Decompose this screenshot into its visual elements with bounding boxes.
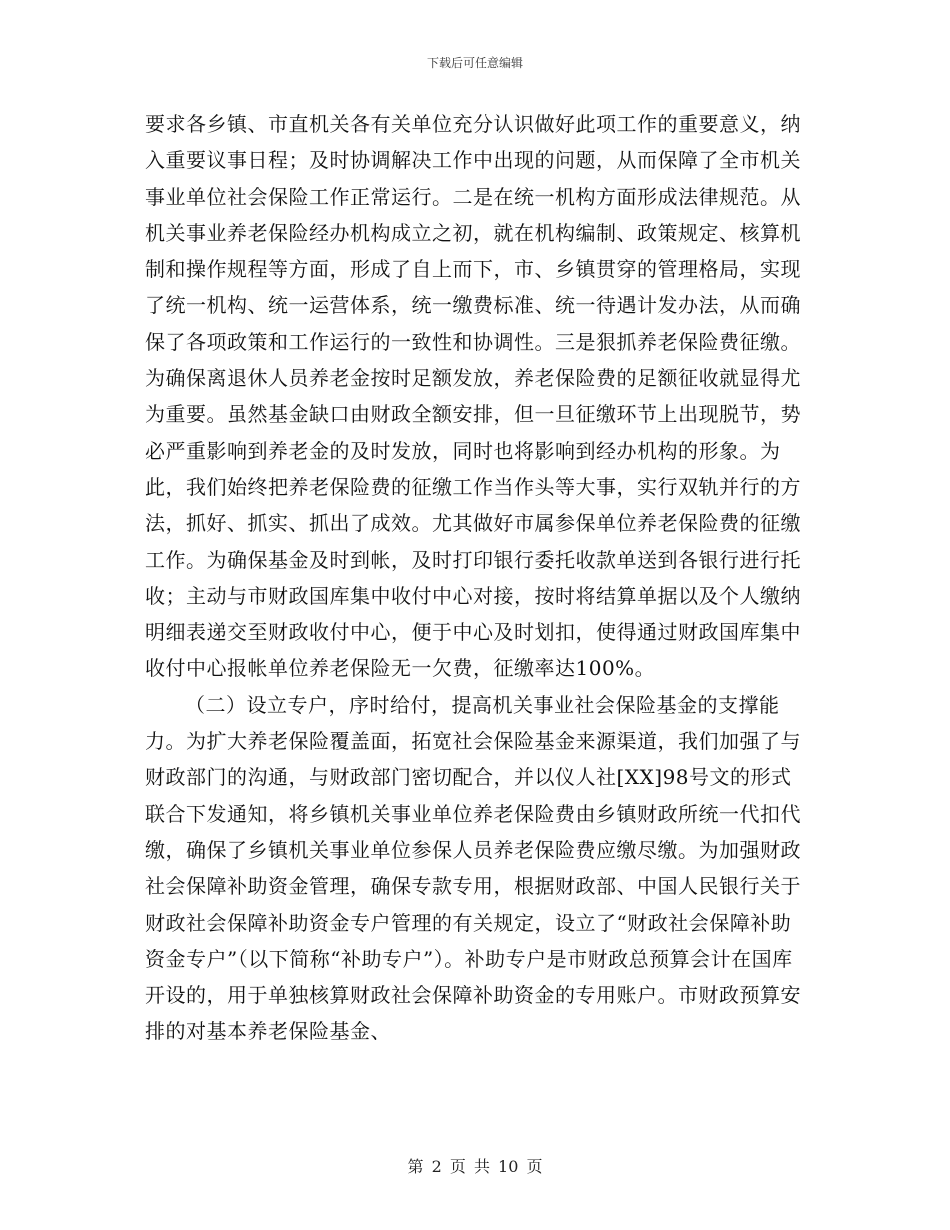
page-number: 第 2 页 共 10 页 <box>407 1157 543 1176</box>
paragraph-2: （二）设立专户，序时给付，提高机关事业社会保险基金的支撑能力。为扩大养老保险覆盖面，拓宽社会保险基金来源渠道，我们加强了与财政部门的沟通，与财政部门密切配合，并以仪人社[XX]98号文的形式联合下发通知，将乡镇机关事业单位养老保险费由乡镇财政所统一代扣代缴，确保了乡镇机关事业单位参保人员养老保险费应缴尽缴。为加强财政社会保障补助资金管理，确保专款专用，根据财政部、中国人民银行关于财政社会保障补助资金专户管理的有关规定，设立了“财政社会保障补助资金专户”（以下简称“补助专户”）。补助专户是市财政总预算会计在国库开设的，用于单独核算财政社会保障补助资金的专用账户。市财政预算安排的对基本养老保险基金、 <box>145 692 801 1044</box>
page-header-note: 下载后可任意编辑 <box>426 56 523 70</box>
document-body <box>145 106 810 1050</box>
paragraph-1: 要求各乡镇、市直机关各有关单位充分认识做好此项工作的重要意义，纳入重要议事日程；及时协调解决工作中出现的问题，从而保障了全市机关事业单位社会保险工作正常运行。二是在统一机构方面形成法律规范。从机关事业养老保险经办机构成立之初，就在机构编制、政策规定、核算机制和操作规程等方面，形成了自上而下，市、乡镇贯穿的管理格局，实现了统一机构、统一运营体系，统一缴费标准、统一待遇计发办法，从而确保了各项政策和工作运行的一致性和协调性。三是狠抓养老保险费征缴。为确保离退休人员养老金按时足额发放，养老保险费的足额征收就显得尤为重要。虽然基金缺口由财政全额安排，但一旦征缴环节上出现脱节，势必严重影响到养老金的及时发放，同时也将影响到经办机构的形象。为此，我们始终把养老保险费的征缴工作当作头等大事，实行双轨并行的方法，抓好、抓实、抓出了成效。尤其做好市属参保单位养老保险费的征缴工作。为确保基金及时到帐，及时打印银行委托收款单送到各银行进行托收；主动与市财政国库集中收付中心对接，按时将结算单据以及个人缴纳明细表递交至财政收付中心，便于中心及时划扣，使得通过财政国库集中收付中心报帐单位养老保险无一欠费，征缴率达100%。 <box>145 112 801 681</box>
